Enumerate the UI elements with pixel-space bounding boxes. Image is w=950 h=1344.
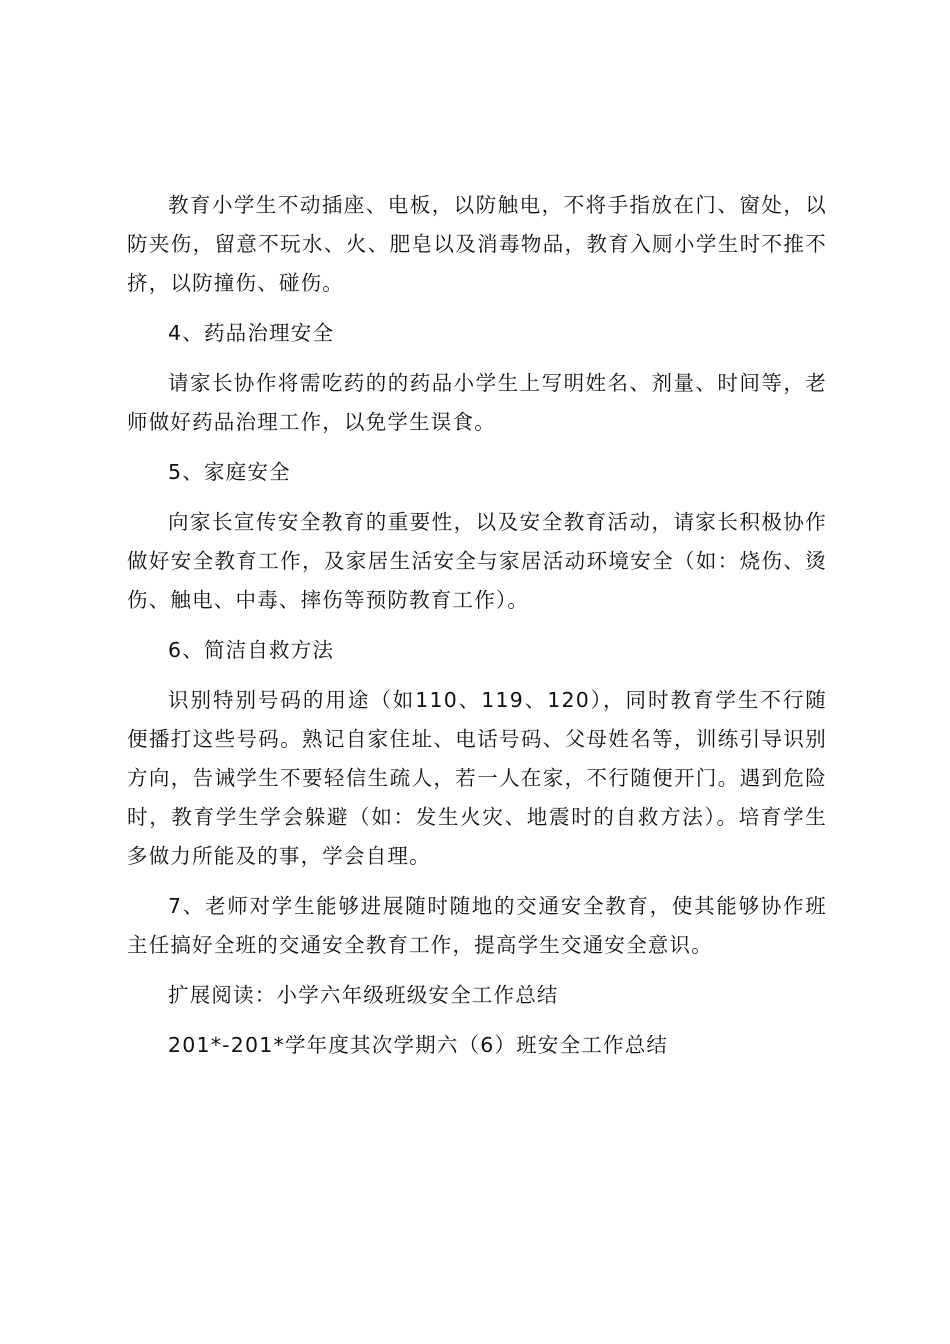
section-heading-self-rescue: 6、简洁自救方法 — [168, 638, 335, 662]
paragraph-medicine-safety: 请家长协作将需吃药的的药品小学生上写明姓名、剂量、时间等，老师做好药品治理工作，以免学生误食。 — [127, 371, 827, 434]
paragraph-family-safety: 向家长宣传安全教育的重要性，以及安全教育活动，请家长积极协作做好安全教育工作，及家居生活安全与家居活动环境安全（如：烧伤、烫伤、触电、中毒、摔伤等预防教育工作）。 — [127, 510, 827, 612]
paragraph-self-rescue: 识别特别号码的用途（如110、119、120），同时教育学生不行随便播打这些号码。熟记自家住址、电话号码、父母姓名等，训练引导识别方向，告诫学生不要轻信生疏人，若一人在家，不行随便开门。遇到危险时，教育学生学会躲避（如：发生火灾、地震时的自救方法）。培育学生多做力所能及的事，学会自理。 — [127, 688, 827, 868]
paragraph-safety-instruction: 教育小学生不动插座、电板，以防触电，不将手指放在门、窗处，以防夹伤，留意不玩水、火、肥皂以及消毒物品，教育入厕小学生时不推不挤，以防撞伤、碰伤。 — [127, 193, 827, 295]
document-body — [127, 186, 827, 1076]
section-heading-family-safety: 5、家庭安全 — [168, 460, 291, 484]
paragraph-extended-reading: 扩展阅读：小学六年级班级安全工作总结 — [168, 983, 559, 1007]
paragraph-summary-title: 201*-201*学年度其次学期六（6）班安全工作总结 — [168, 1033, 669, 1057]
paragraph-traffic-safety: 7、老师对学生能够进展随时随地的交通安全教育，使其能够协作班主任搞好全班的交通安全教育工作，提高学生交通安全意识。 — [127, 894, 827, 957]
section-heading-medicine-safety: 4、药品治理安全 — [168, 321, 335, 345]
